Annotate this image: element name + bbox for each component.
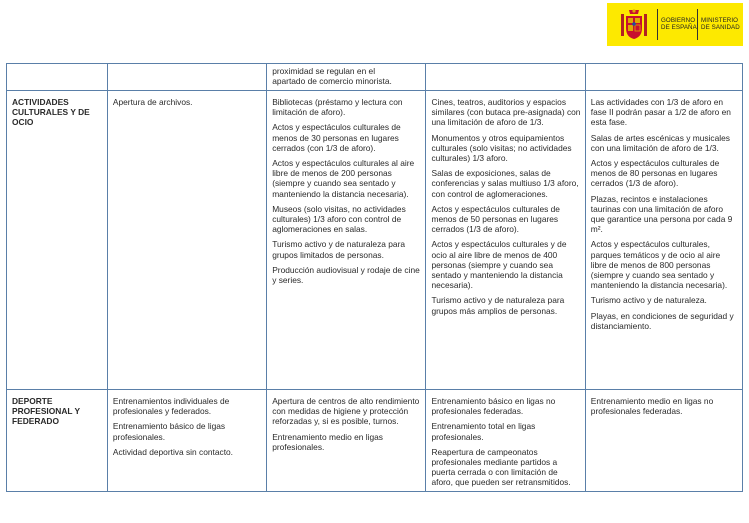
measure-item: Playas, en condiciones de seguridad y distanciamiento. — [590, 310, 734, 331]
row-heading-culture: ACTIVIDADES CULTURALES Y DE OCIO — [7, 91, 108, 390]
measure-item: Entrenamiento total en ligas profesionales. — [431, 421, 536, 442]
measure-item: Actos y espectáculos culturales de menos de 30 personas en lugares cerrados (con 1/3 de aforo). — [272, 122, 401, 153]
phase-cell-1 — [267, 390, 426, 492]
measure-item: Actos y espectáculos culturales, parques temáticos y de ocio al aire libre de menos de 800 personas (siempre y cuando sea sentado y manteniendo la distancia necesaria). — [590, 239, 728, 291]
continuation-text: proximidad se regulan en el — [272, 66, 376, 76]
phase-measures-table — [6, 63, 743, 492]
phase-cell-2 — [426, 91, 585, 390]
measure-item: Bibliotecas (préstamo y lectura con limitación de aforo). — [272, 97, 403, 118]
phase-cell-3 — [585, 390, 742, 492]
row-heading-sports: DEPORTE PROFESIONAL Y FEDERADO — [7, 390, 108, 492]
measure-item: Salas de exposiciones, salas de conferencias y salas multiuso 1/3 aforo, con control de aglomeraciones. — [431, 168, 579, 199]
phase-cell-3 — [585, 91, 742, 390]
measure-item: Apertura de centros de alto rendimiento con medidas de higiene y protección reforzadas y, si es posible, turnos. — [272, 396, 420, 427]
measure-item: Cines, teatros, auditorios y espacios similares (con butaca pre-asignada) con una limitación de aforo de 1/3. — [431, 97, 581, 128]
table-row-sports — [7, 390, 743, 492]
measure-item: Actos y espectáculos culturales de menos de 80 personas en lugares cerrados (1/3 de aforo). — [590, 158, 720, 189]
logo-text-ministry: MINISTERIO DE SANIDAD — [701, 17, 740, 31]
government-logo — [607, 3, 743, 46]
measure-item: Entrenamiento medio en ligas profesionales. — [272, 431, 383, 452]
measure-item: Monumentos y otros equipamientos culturales (solo visitas; no actividades culturales) 1/3 aforo. — [431, 132, 572, 164]
phase-cell-0 — [107, 390, 266, 492]
measure-item: Actos y espectáculos culturales al aire libre de menos de 200 personas (siempre y cuando sea sentado y manteniendo la distancia necesaria). — [272, 158, 415, 199]
measure-item: Actividad deportiva sin contacto. — [112, 446, 233, 457]
table-row-culture — [7, 91, 743, 390]
measure-item: Apertura de archivos. — [112, 97, 193, 107]
table-cell — [7, 64, 108, 91]
measure-item: Museos (solo visitas, no actividades culturales) 1/3 aforo con control de aglomeraciones en salas. — [272, 203, 406, 235]
measure-item: Reapertura de campeonatos profesionales mediante partidos a puerta cerrada o con limitación de aforo, que pueden ser retransmitidos. — [431, 446, 571, 488]
measure-item: Entrenamientos individuales de profesionales y federados. — [112, 396, 230, 417]
measure-item: Salas de artes escénicas y musicales con una limitación de aforo de 1/3. — [590, 132, 730, 153]
measure-item: Entrenamiento básico en ligas no profesionales federadas. — [431, 396, 556, 417]
logo-divider — [697, 9, 698, 40]
phase-cell-0 — [107, 91, 266, 390]
coat-of-arms-icon — [621, 8, 647, 41]
measure-item: Actos y espectáculos culturales de menos de 50 personas en lugares cerrados (1/3 de aforo). — [431, 203, 560, 235]
measure-item: Turismo activo y de naturaleza. — [590, 295, 707, 306]
phase-cell-1 — [267, 91, 426, 390]
logo-divider — [657, 9, 658, 40]
table-cell — [267, 64, 426, 91]
table-cell — [585, 64, 742, 91]
measure-item: Producción audiovisual y rodaje de cine y series. — [272, 264, 420, 286]
measure-item: Turismo activo y de naturaleza para grupos más amplios de personas. — [431, 295, 565, 316]
phase-cell-2 — [426, 390, 585, 492]
logo-text-government: GOBIERNO DE ESPAÑA — [661, 17, 697, 31]
measure-item: Turismo activo y de naturaleza para grupos limitados de personas. — [272, 239, 406, 260]
table-cell — [107, 64, 266, 91]
continuation-text: apartado de comercio minorista. — [272, 76, 392, 87]
table-row-continuation — [7, 64, 743, 91]
measure-item: Entrenamiento básico de ligas profesionales. — [112, 421, 226, 442]
measure-item: Actos y espectáculos culturales y de ocio al aire libre de menos de 400 personas (siempre y cuando sea sentado y manteniendo la distancia necesaria). — [431, 239, 567, 291]
table-cell — [426, 64, 585, 91]
measure-item: Entrenamiento medio en ligas no profesionales federadas. — [590, 396, 714, 417]
measure-item: Plazas, recintos e instalaciones taurinas con una limitación de aforo que garantice una persona por cada 9 m². — [590, 193, 733, 235]
measure-item: Las actividades con 1/3 de aforo en fase II podrán pasar a 1/2 de aforo en esta fase. — [590, 97, 731, 128]
